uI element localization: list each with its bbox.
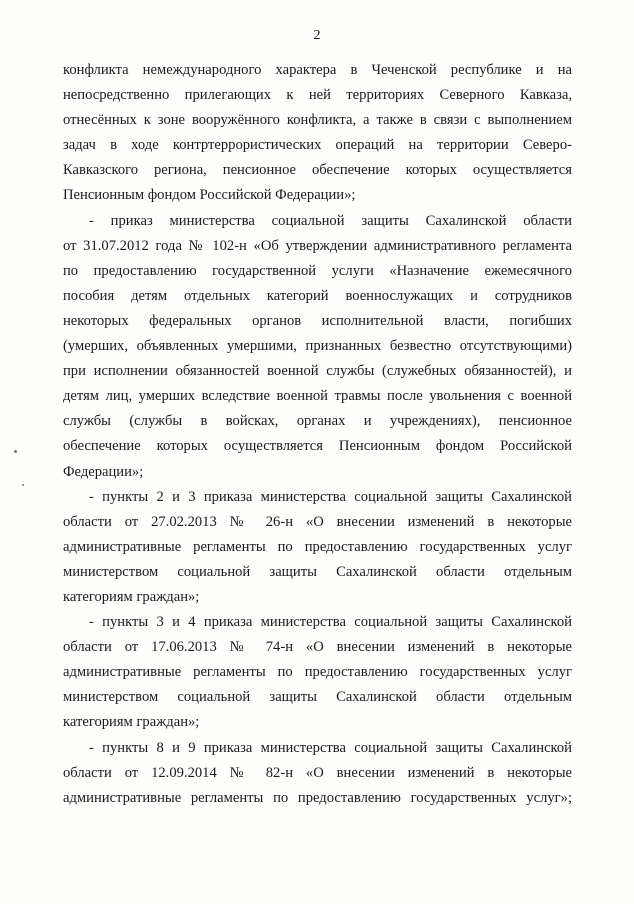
text-line: - пункты 8 и 9 приказа министерства социальной защиты Сахалинской xyxy=(89,739,572,756)
text-line: административные регламенты по предоставлению государственных услуг»; xyxy=(63,789,572,806)
text-line: при исполнении обязанностей военной службы (служебных обязанностей), и xyxy=(63,363,572,380)
text-line: Кавказского региона, пенсионное обеспечение которых осуществляется xyxy=(63,162,572,179)
text-line: детям лиц, умерших вследствие военной травмы после увольнения с военной xyxy=(63,388,572,405)
text-line: Пенсионным фондом Российской Федерации»; xyxy=(63,187,356,204)
paragraph-order-74n xyxy=(63,610,572,735)
text-line: - пункты 3 и 4 приказа министерства социальной защиты Сахалинской xyxy=(89,614,572,631)
text-line: непосредственно прилегающих к ней территориях Северного Кавказа, xyxy=(63,87,572,104)
text-line: задач в ходе контртеррористических операций на территории Северо- xyxy=(63,137,572,154)
text-line: министерством социальной защиты Сахалинской области отдельным xyxy=(63,563,572,580)
paragraph-order-102n xyxy=(63,209,572,485)
page-number: 2 xyxy=(313,28,321,43)
scan-speck xyxy=(22,484,24,486)
text-line: - приказ министерства социальной защиты Сахалинской области xyxy=(89,212,572,229)
text-line: отнесённых к зоне вооружённого конфликта, а также в связи с выполнением xyxy=(63,112,572,129)
text-line: службы (службы в войсках, органах и учреждениях), пенсионное xyxy=(63,413,572,430)
text-line: категориям граждан»; xyxy=(63,714,200,731)
text-line: обеспечение которых осуществляется Пенсионным фондом Российской xyxy=(63,438,572,455)
text-line: области от 12.09.2014 № 82-н «О внесении изменений в некоторые xyxy=(63,764,572,781)
text-line: конфликта немеждународного характера в Чеченской республике и на xyxy=(63,62,572,78)
text-line: категориям граждан»; xyxy=(63,588,200,605)
text-line: административные регламенты по предоставлению государственных услуг xyxy=(63,538,572,555)
paragraph-order-26n xyxy=(63,485,572,610)
text-line: (умерших, объявленных умершими, признанных безвестно отсутствующими) xyxy=(63,338,572,355)
scan-speck xyxy=(14,450,17,453)
text-line: административные регламенты по предоставлению государственных услуг xyxy=(63,664,572,681)
text-line: по предоставлению государственной услуги «Назначение ежемесячного xyxy=(63,262,572,279)
text-line: некоторых федеральных органов исполнительной власти, погибших xyxy=(63,312,572,329)
text-line: пособия детям отдельных категорий военнослужащих и сотрудников xyxy=(63,287,572,304)
text-line: области от 27.02.2013 № 26-н «О внесении изменений в некоторые xyxy=(63,513,572,530)
text-line: области от 17.06.2013 № 74-н «О внесении изменений в некоторые xyxy=(63,639,572,656)
text-line: - пункты 2 и 3 приказа министерства социальной защиты Сахалинской xyxy=(89,488,572,505)
document-body xyxy=(63,58,572,811)
text-line: Федерации»; xyxy=(63,463,144,480)
paragraph-conflict-continuation xyxy=(63,58,572,209)
paragraph-order-82n xyxy=(63,736,572,811)
text-line: от 31.07.2012 года № 102-н «Об утверждении административного регламента xyxy=(63,237,572,254)
text-line: министерством социальной защиты Сахалинской области отдельным xyxy=(63,689,572,706)
